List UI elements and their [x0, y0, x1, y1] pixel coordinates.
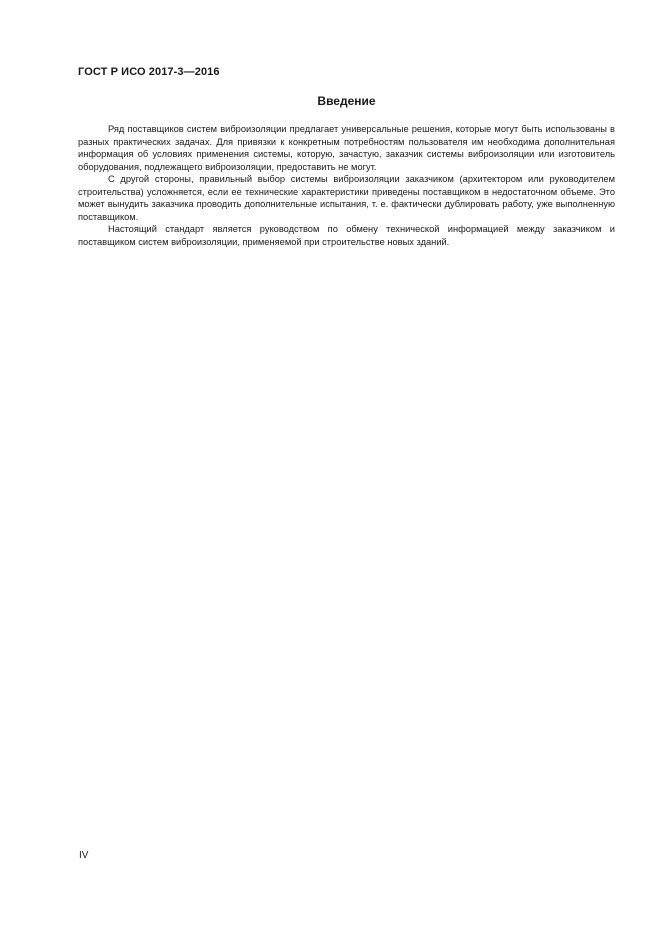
document-code: ГОСТ Р ИСО 2017-3—2016	[78, 66, 220, 78]
paragraph: Ряд поставщиков систем виброизоляции предлагает универсальные решения, которые могут быть использованы в разных практических задачах. Для привязки к конкретным потребностям пользователя им необходима дополнительная информация об условиях применения системы, которую, зачастую, заказчик системы виброизоляции или изготовитель оборудования, подлежащего виброизоляции, предоставить не могут.	[78, 124, 615, 172]
page-number: IV	[79, 850, 89, 861]
paragraph: Настоящий стандарт является руководством по обмену технической информацией между заказчиком и поставщиком систем виброизоляции, применяемой при строительстве новых зданий.	[78, 224, 615, 247]
paragraph: С другой стороны, правильный выбор системы виброизоляции заказчиком (архитектором или руководителем строительства) усложняется, если ее технические характеристики приведены поставщиком в недостаточном объеме. Это может вынудить заказчика проводить дополнительные испытания, т. е. фактически дублировать работу, уже выполненную поставщиком.	[78, 174, 615, 222]
section-title: Введение	[317, 94, 376, 108]
introduction-body	[78, 123, 615, 248]
